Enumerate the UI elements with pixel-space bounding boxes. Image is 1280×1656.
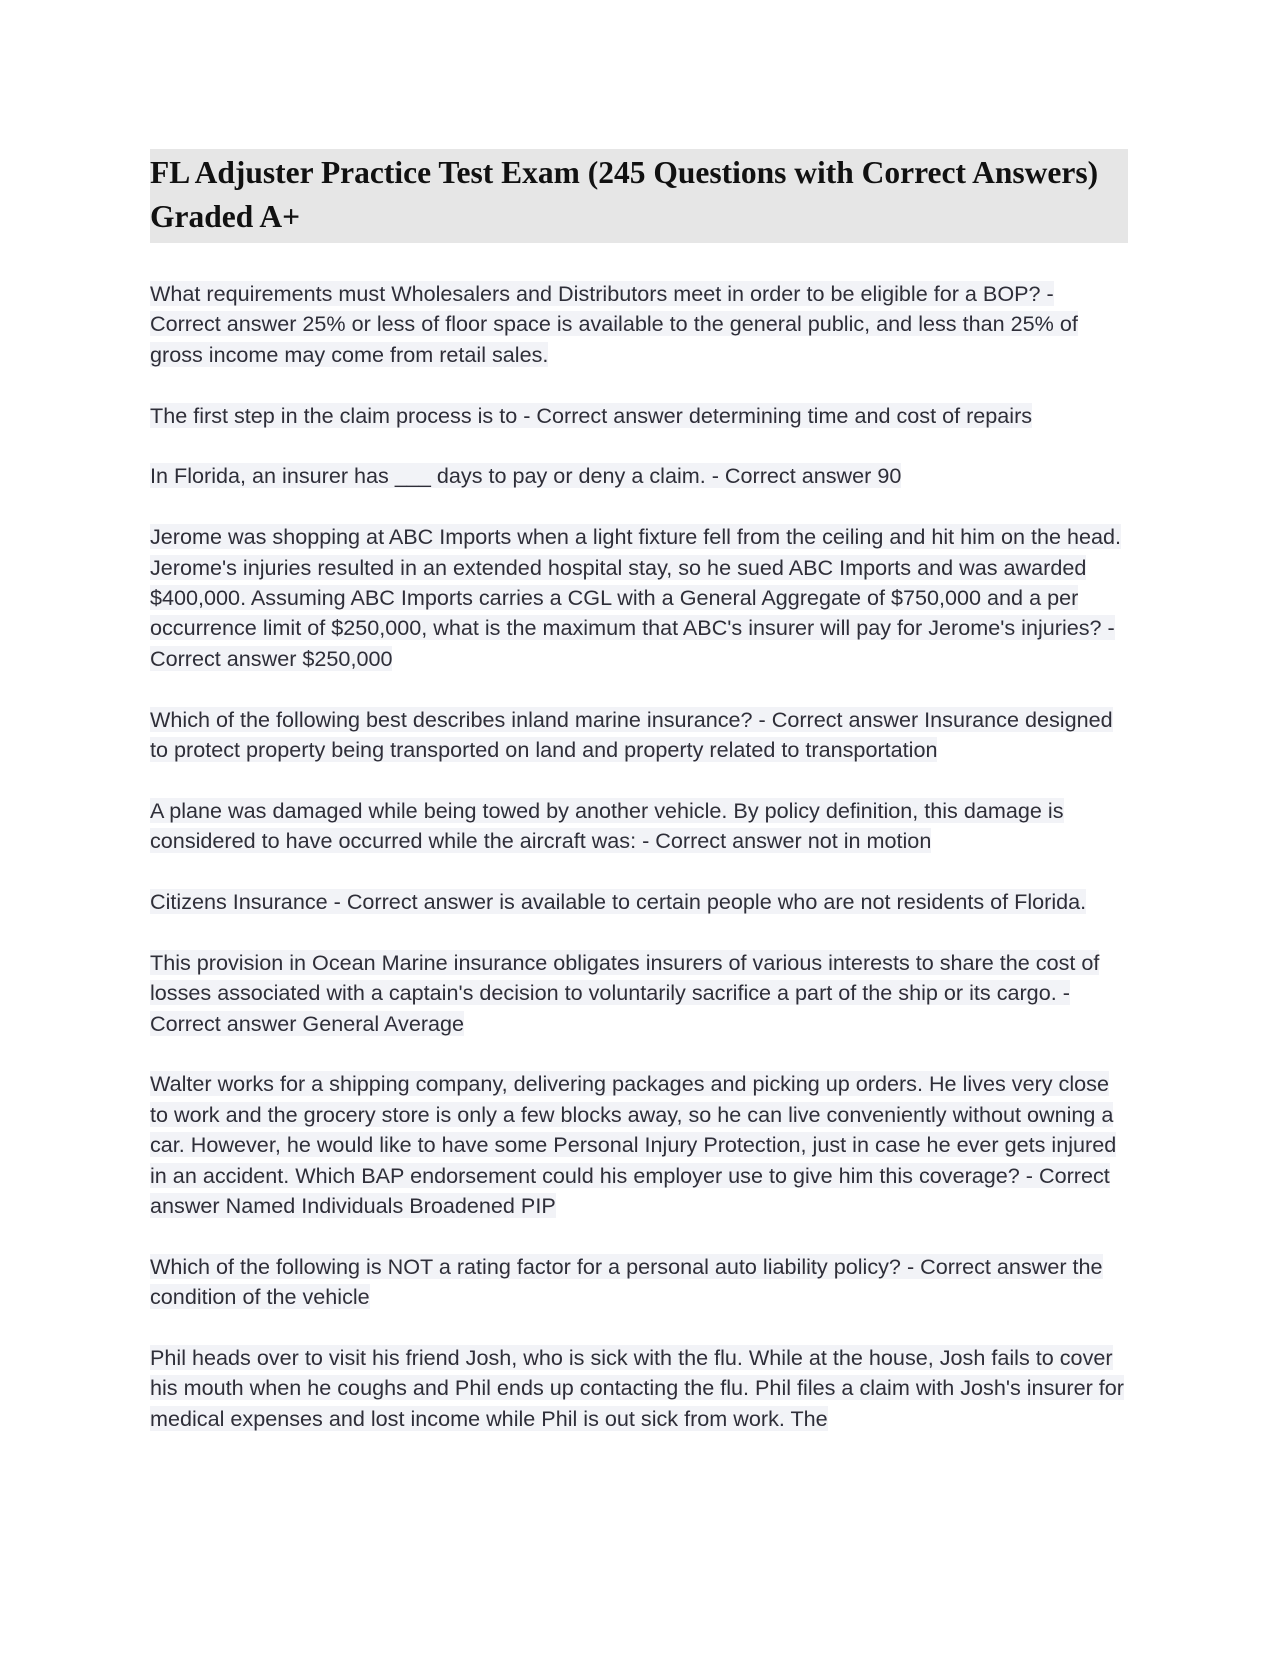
question-text: Which of the following best describes inland marine insurance? - Correct answer Insurance designed to protect property being transported on land and property related to transportation (150, 706, 1113, 763)
question-item (150, 279, 1128, 370)
question-item (150, 796, 1128, 857)
question-text: Phil heads over to visit his friend Josh, who is sick with the flu. While at the house, Josh fails to cover his mouth when he coughs and Phil ends up contacting the flu. Phil files a claim with Josh's insurer for medical expenses and lost income while Phil is out sick from work. The (150, 1345, 1124, 1431)
question-item (150, 1252, 1128, 1313)
question-text: A plane was damaged while being towed by another vehicle. By policy definition, this damage is considered to have occurred while the aircraft was: - Correct answer not in motion (150, 797, 1064, 854)
question-item (150, 887, 1128, 917)
question-item (150, 461, 1128, 491)
question-text: Jerome was shopping at ABC Imports when a light fixture fell from the ceiling and hit him on the head. Jerome's injuries resulted in an extended hospital stay, so he sued ABC Imports and was awarded $400,000. Assuming ABC Imports carries a CGL with a General Aggregate of $750,000 and a per occurrence limit of $250,000, what is the maximum that ABC's insurer will pay for Jerome's injuries? - Correct answer $250,000 (150, 524, 1122, 671)
question-text: What requirements must Wholesalers and Distributors meet in order to be eligible for a BOP? - Correct answer 25% or less of floor space is available to the general public, and less than 25% of gross income may come from retail sales. (150, 281, 1078, 367)
question-item (150, 705, 1128, 766)
question-list (150, 279, 1128, 1434)
question-text: Which of the following is NOT a rating factor for a personal auto liability policy? - Correct answer the condition of the vehicle (150, 1253, 1103, 1310)
document-page (150, 149, 1128, 1465)
question-item (150, 1069, 1128, 1221)
question-text: Walter works for a shipping company, delivering packages and picking up orders. He lives very close to work and the grocery store is only a few blocks away, so he can live conveniently without owning a car. However, he would like to have some Personal Injury Protection, just in case he ever gets injured in an accident. Which BAP endorsement could his employer use to give him this coverage? - Correct answer Named Individuals Broadened PIP (150, 1071, 1117, 1219)
document-title: FL Adjuster Practice Test Exam (245 Questions with Correct Answers) Graded A+ (150, 155, 1099, 234)
question-text: The first step in the claim process is to - Correct answer determining time and cost of repairs (150, 402, 1033, 428)
title-banner (150, 149, 1128, 243)
question-item (150, 401, 1128, 431)
question-item (150, 948, 1128, 1039)
question-text: In Florida, an insurer has ___ days to pay or deny a claim. - Correct answer 90 (150, 463, 902, 489)
question-text: This provision in Ocean Marine insurance obligates insurers of various interests to share the cost of losses associated with a captain's decision to voluntarily sacrifice a part of the ship or its cargo. - Correct answer General Average (150, 949, 1100, 1036)
question-item (150, 522, 1128, 674)
question-text: Citizens Insurance - Correct answer is available to certain people who are not residents of Florida. (150, 889, 1087, 915)
question-item (150, 1343, 1128, 1434)
